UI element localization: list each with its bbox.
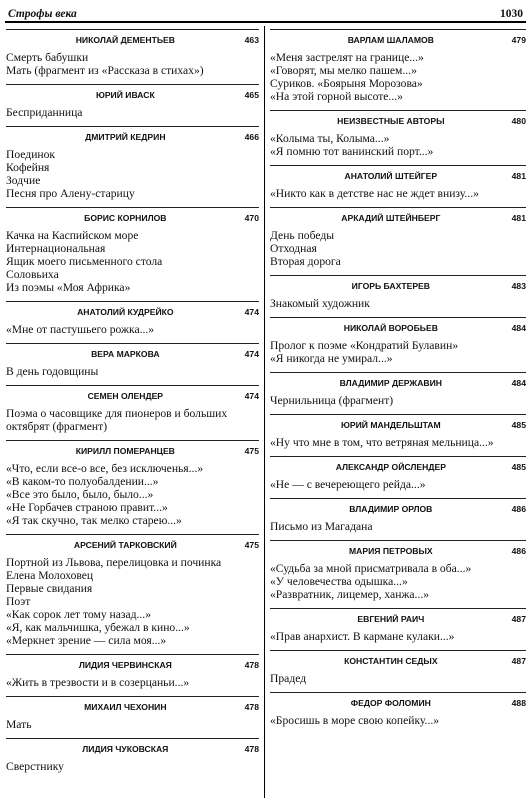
poem-title: октябрят (фрагмент) [6,420,108,433]
poem-list [270,433,526,453]
poem-list [6,48,259,81]
poem-list [6,553,259,651]
author-section [6,126,259,204]
author-name: АРСЕНИЙ ТАРКОВСКИЙ [73,540,177,550]
author-page-number: 488 [511,698,526,708]
poem-title: «Меркнет зрение — сила моя...» [6,634,167,647]
author-name: МАРИЯ ПЕТРОВЫХ [349,546,433,556]
author-name: АНАТОЛИЙ КУДРЕЙКО [77,307,174,317]
poem-title: «В каком-то полуобалдении...» [6,475,159,488]
author-heading [6,126,259,145]
poem-title: «У человечества одышка...» [270,575,408,588]
author-section [6,385,259,437]
author-section [270,372,526,411]
right-column [270,26,526,731]
poem-title: «Не Горбачев страною правит...» [6,501,168,514]
poem-title: «Бросишь в море свою копейку...» [270,714,440,727]
author-page-number: 480 [511,116,526,126]
author-page-number: 478 [244,744,259,754]
poem-title: «Я так скучно, так мелко старею...» [6,514,182,527]
author-page-number: 487 [511,656,526,666]
author-name: ИГОРЬ БАХТЕРЕВ [351,281,430,291]
author-name: ЕВГЕНИЙ РАИЧ [357,614,425,624]
author-heading [270,29,526,48]
author-page-number: 463 [244,35,259,45]
poem-title: «Не — с вечереющего рейда...» [270,478,426,491]
author-page-number: 484 [511,378,526,388]
author-section [270,207,526,272]
author-name: КИРИЛЛ ПОМЕРАНЦЕВ [75,446,175,456]
author-heading [270,650,526,669]
author-page-number: 487 [511,614,526,624]
author-heading [270,456,526,475]
poem-title: «Колыма ты, Колыма...» [270,132,390,145]
poem-title: Мать [6,718,32,731]
author-heading [270,414,526,433]
author-section [270,540,526,605]
author-name: ВАРЛАМ ШАЛАМОВ [347,35,434,45]
author-name: НИКОЛАЙ ВОРОБЬЕВ [343,323,438,333]
author-section [6,84,259,123]
author-name: ВЛАДИМИР ОРЛОВ [349,504,433,514]
author-page-number: 478 [244,660,259,670]
poem-list [270,336,526,369]
author-section [6,301,259,340]
poem-title: Смерть бабушки [6,51,89,64]
author-heading [270,692,526,711]
poem-title: Поединок [6,148,56,161]
author-heading [6,301,259,320]
poem-list [270,627,526,647]
poem-title: Портной из Львова, перелицовка и починка [6,556,222,569]
author-page-number: 470 [244,213,259,223]
poem-title: «Мне от пастушьего рожка...» [6,323,155,336]
poem-title: «Прав анархист. В кармане кулаки...» [270,630,455,643]
left-column [6,26,259,777]
author-section [6,29,259,81]
author-heading [270,110,526,129]
poem-title: Ящик моего письменного стола [6,255,163,268]
poem-title: «Жить в трезвости и в созерцаньи...» [6,676,190,689]
author-section [6,738,259,777]
poem-title: Отходная [270,242,317,255]
poem-title: Поэма о часовщике для пионеров и больших [6,407,228,420]
author-heading [270,498,526,517]
poem-title: Прадед [270,672,307,685]
author-name: ФЕДОР ФОЛОМИН [350,698,431,708]
author-heading [6,84,259,103]
author-name: АРКАДИЙ ШТЕЙНБЕРГ [341,213,441,223]
poem-title: Песня про Алену-старицу [6,187,135,200]
author-heading [6,534,259,553]
author-name: ВЛАДИМИР ДЕРЖАВИН [339,378,442,388]
poem-title: Знакомый художник [270,297,370,310]
author-heading [6,696,259,715]
poem-list [270,226,526,272]
poem-title: Качка на Каспийском море [6,229,139,242]
poem-list [270,184,526,204]
author-page-number: 486 [511,504,526,514]
poem-title: «Я помню тот ванинский порт...» [270,145,434,158]
author-name: ДМИТРИЙ КЕДРИН [85,132,166,142]
author-section [270,692,526,731]
poem-list [270,517,526,537]
poem-title: Соловьиха [6,268,59,281]
author-heading [270,317,526,336]
poem-list [6,103,259,123]
author-section [270,110,526,162]
poem-title: Кофейня [6,161,50,174]
author-heading [6,343,259,362]
author-heading [6,440,259,459]
author-page-number: 465 [244,90,259,100]
author-heading [6,29,259,48]
poem-list [6,362,259,382]
poem-title: Пролог к поэме «Кондратий Булавин» [270,339,459,352]
poem-list [270,391,526,411]
author-section [270,650,526,689]
poem-title: «Ну что мне в том, что ветряная мельница...» [270,436,494,449]
poem-title: «Говорят, мы мелко пашем...» [270,64,417,77]
poem-list [270,129,526,162]
author-heading [6,207,259,226]
poem-title: «На этой горной высоте...» [270,90,403,103]
poem-title: Письмо из Магадана [270,520,373,533]
author-section [270,275,526,314]
author-name: ЮРИЙ МАНДЕЛЬШТАМ [340,420,441,430]
poem-list [6,715,259,735]
poem-list [6,673,259,693]
poem-list [6,145,259,204]
header-rule [5,21,526,23]
author-name: НИКОЛАЙ ДЕМЕНТЬЕВ [75,35,175,45]
poem-title: Поэт [6,595,31,608]
poem-title: «Что, если все-о все, без исключенья...» [6,462,204,475]
author-section [270,165,526,204]
poem-title: Мать (фрагмент из «Рассказа в стихах») [6,64,204,77]
poem-title: «Я, как мальчишка, убежал в кино...» [6,621,190,634]
poem-list [6,404,259,437]
author-section [6,696,259,735]
author-name: ЛИДИЯ ЧУКОВСКАЯ [82,744,169,754]
poem-title: Вторая дорога [270,255,341,268]
author-page-number: 485 [511,462,526,472]
author-page-number: 483 [511,281,526,291]
author-name: ЛИДИЯ ЧЕРВИНСКАЯ [78,660,172,670]
author-page-number: 466 [244,132,259,142]
author-heading [270,540,526,559]
author-name: АЛЕКСАНДР ОЙСЛЕНДЕР [335,462,446,472]
author-name: АНАТОЛИЙ ШТЕЙГЕР [344,171,438,181]
poem-title: Зодчие [6,174,41,187]
poem-title: Первые свидания [6,582,93,595]
poem-title: «Я никогда не умирал...» [270,352,393,365]
author-page-number: 474 [244,349,259,359]
poem-title: «Никто как в детстве нас не ждет внизу...» [270,187,479,200]
author-page-number: 486 [511,546,526,556]
poem-list [270,559,526,605]
author-heading [6,654,259,673]
poem-title: Чернильница (фрагмент) [270,394,394,407]
poem-title: День победы [270,229,335,242]
poem-list [6,226,259,298]
author-heading [6,738,259,757]
author-page-number: 474 [244,307,259,317]
author-heading [270,608,526,627]
poem-title: «Все это было, было, было...» [6,488,154,501]
author-section [6,654,259,693]
author-name: СЕМЕН ОЛЕНДЕР [87,391,164,401]
poem-title: Из поэмы «Моя Африка» [6,281,131,294]
poem-list [6,320,259,340]
author-name: МИХАИЛ ЧЕХОНИН [84,702,167,712]
poem-title: В день годовщины [6,365,99,378]
poem-list [6,757,259,777]
author-section [270,414,526,453]
poem-list [270,711,526,731]
poem-list [270,669,526,689]
column-divider [264,26,265,798]
author-page-number: 475 [244,446,259,456]
poem-title: Елена Молоховец [6,569,94,582]
poem-title: Сверстнику [6,760,64,773]
poem-list [6,459,259,531]
author-section [6,440,259,531]
page-header [8,4,523,20]
author-heading [270,372,526,391]
author-heading [270,165,526,184]
author-heading [270,275,526,294]
poem-title: «Как сорок лет тому назад...» [6,608,152,621]
poem-title: «Меня застрелят на границе...» [270,51,424,64]
author-name: КОНСТАНТИН СЕДЫХ [344,656,438,666]
poem-list [270,475,526,495]
author-section [6,207,259,298]
author-section [270,29,526,107]
poem-title: «Развратник, лицемер, ханжа...» [270,588,430,601]
author-page-number: 481 [511,213,526,223]
author-section [6,343,259,382]
author-page-number: 475 [244,540,259,550]
page-number: 1030 [500,8,523,20]
author-page-number: 484 [511,323,526,333]
poem-title: Суриков. «Боярыня Морозова» [270,77,423,90]
poem-list [270,48,526,107]
author-name: ВЕРА МАРКОВА [91,349,160,359]
author-heading [270,207,526,226]
author-page-number: 474 [244,391,259,401]
author-section [270,498,526,537]
author-name: НЕИЗВЕСТНЫЕ АВТОРЫ [337,116,445,126]
author-section [6,534,259,651]
author-section [270,608,526,647]
author-page-number: 479 [511,35,526,45]
author-section [270,456,526,495]
author-name: ЮРИЙ ИВАСК [95,90,155,100]
author-page-number: 478 [244,702,259,712]
author-name: БОРИС КОРНИЛОВ [84,213,167,223]
poem-title: «Судьба за мной присматривала в оба...» [270,562,472,575]
running-title: Строфы века [8,8,77,20]
poem-title: Бесприданница [6,106,83,119]
author-heading [6,385,259,404]
author-section [270,317,526,369]
author-page-number: 485 [511,420,526,430]
author-page-number: 481 [511,171,526,181]
poem-list [270,294,526,314]
poem-title: Интернациональная [6,242,106,255]
